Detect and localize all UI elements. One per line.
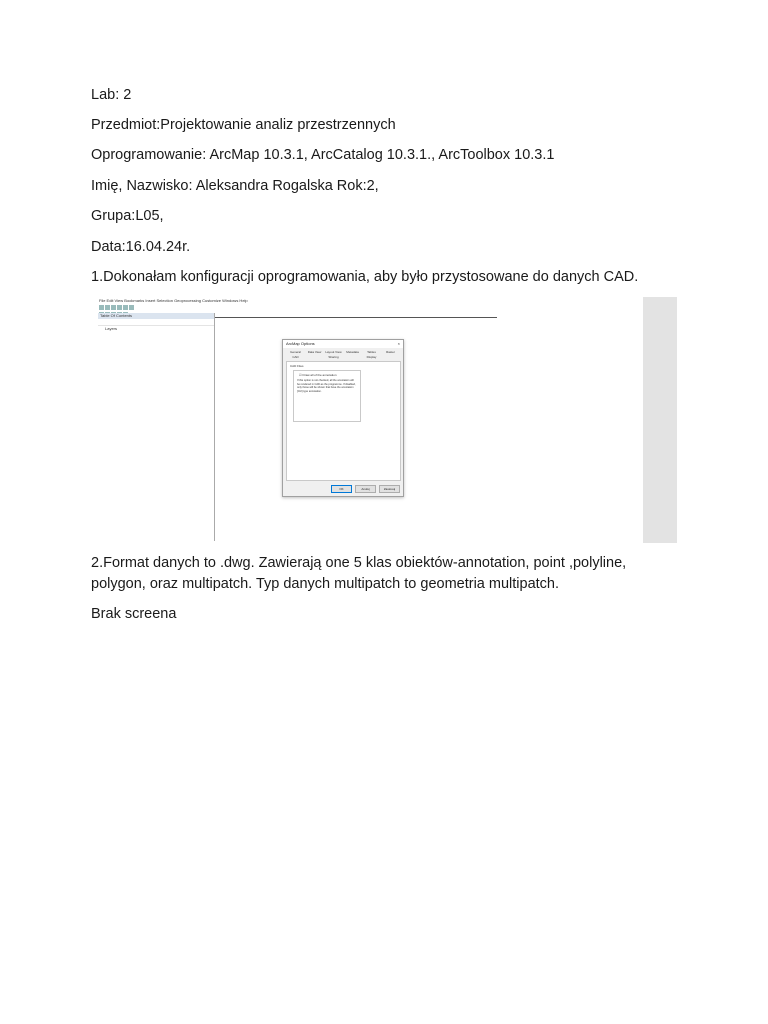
brak-screena-line: Brak screena [91, 606, 177, 622]
cad-options-box [293, 370, 361, 422]
dialog-tab: Sharing [328, 355, 339, 359]
map-frame-border [215, 317, 497, 318]
dialog-title-text: ArcMap Options [286, 341, 315, 346]
dialog-tab: Raster [386, 350, 395, 354]
dialog-tabs [283, 348, 403, 360]
dialog-tab [305, 355, 324, 360]
dialog-buttons [331, 485, 400, 493]
open-icon [105, 305, 110, 310]
arcmap-options-dialog [282, 339, 404, 497]
cancel-button: Anuluj [355, 485, 376, 493]
save-icon [111, 305, 116, 310]
dialog-tab: Data View [307, 350, 322, 354]
toc-title: Table Of Contents [98, 313, 214, 319]
zoom-icon [129, 305, 134, 310]
lab-line: Lab: 2 [91, 87, 132, 103]
dialog-tab [381, 355, 400, 360]
cad-files-group: CAD Files [290, 364, 304, 368]
section2-text: 2.Format danych to .dwg. Zawierają one 5 klas obiektów-annotation, point ,polyline, polygon, oraz multipatch. Typ danych multipatch to geometria multipatch. [91, 555, 627, 592]
print-icon [117, 305, 122, 310]
przedmiot-line: Przedmiot:Projektowanie analiz przestrzennych [91, 117, 396, 133]
dialog-tab: CAD [292, 355, 299, 359]
new-icon [99, 305, 104, 310]
add-data-icon [123, 305, 128, 310]
dialog-tab [343, 355, 362, 360]
dialog-panel [286, 361, 401, 481]
draw-annotation-checkbox: ☑ Draw all of the annotation [299, 373, 337, 377]
section1-text: 1.Dokonałam konfiguracji oprogramowania, aby było przystosowane do danych CAD. [91, 269, 639, 285]
grupa-line: Grupa:L05, [91, 208, 164, 224]
dialog-tab: Display [366, 355, 377, 359]
close-icon: × [397, 341, 400, 346]
arcmap-toolbar-1 [99, 305, 269, 311]
imie-nazwisko-line: Imię, Nazwisko: Aleksandra Rogalska Rok:2, [91, 178, 379, 194]
arcmap-menu-bar: File Edit View Bookmarks Insert Selection Geoprocessing Customize Windows Help [99, 298, 248, 303]
arcmap-screenshot [97, 297, 677, 543]
dialog-tab: Layout View [325, 350, 342, 354]
data-line: Data:16.04.24r. [91, 239, 191, 255]
cad-option-description: If this option is not checked, all the annotation will be rendered in CAD as the programme. If disabled, only those will be shown that have the annotation [Ctrl] type annotation. [297, 379, 356, 393]
dialog-tab: General [290, 350, 301, 354]
dialog-title [283, 340, 403, 348]
dialog-tab: Metadata [346, 350, 359, 354]
toc-layer-item: Layers [105, 326, 118, 331]
oprogramowanie-line: Oprogramowanie: ArcMap 10.3.1, ArcCatalog 10.3.1., ArcToolbox 10.3.1 [91, 147, 555, 163]
table-of-contents [98, 313, 215, 541]
apply-button: Zastosuj [379, 485, 400, 493]
dialog-tab: Tables [367, 350, 376, 354]
toc-toolbar [98, 319, 214, 326]
ok-button: OK [331, 485, 352, 493]
screenshot-scrollbar [643, 297, 677, 543]
